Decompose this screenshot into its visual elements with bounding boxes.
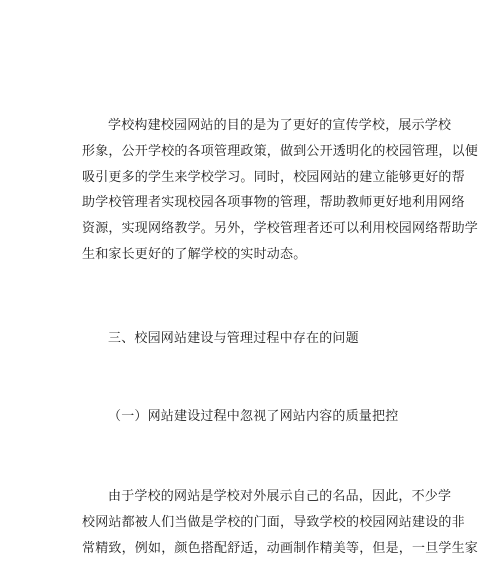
subsection-heading: （一）网站建设过程中忽视了网站内容的质量把控 (108, 409, 399, 424)
paragraph-2-line-1: 由于学校的网站是学校对外展示自己的名品，因此，不少学 (108, 489, 452, 504)
paragraph-1-line-5: 资源，实现网络教学。另外，学校管理者还可以利用校园网络帮助学 (82, 221, 479, 236)
paragraph-1-line-3: 吸引更多的学生来学校学习。同时，校园网站的建立能够更好的帮 (82, 170, 465, 185)
paragraph-2-line-2: 校网站都被人们当做是学校的门面，导致学校的校园网站建设的非 (82, 515, 465, 530)
paragraph-1-line-4: 助学校管理者实现校园各项事物的管理，帮助教师更好地利用网络 (82, 195, 465, 210)
paragraph-1-line-2: 形象，公开学校的各项管理政策，做到公开透明化的校园管理，以便 (82, 144, 479, 159)
paragraph-1-line-1: 学校构建校园网站的目的是为了更好的宣传学校，展示学校 (108, 118, 452, 133)
paragraph-1-line-6: 生和家长更好的了解学校的实时动态。 (82, 247, 307, 262)
section-heading: 三、校园网站建设与管理过程中存在的问题 (108, 331, 359, 346)
paragraph-2-line-3: 常精致，例如，颜色搭配舒适，动画制作精美等，但是，一旦学生家 (82, 541, 479, 556)
